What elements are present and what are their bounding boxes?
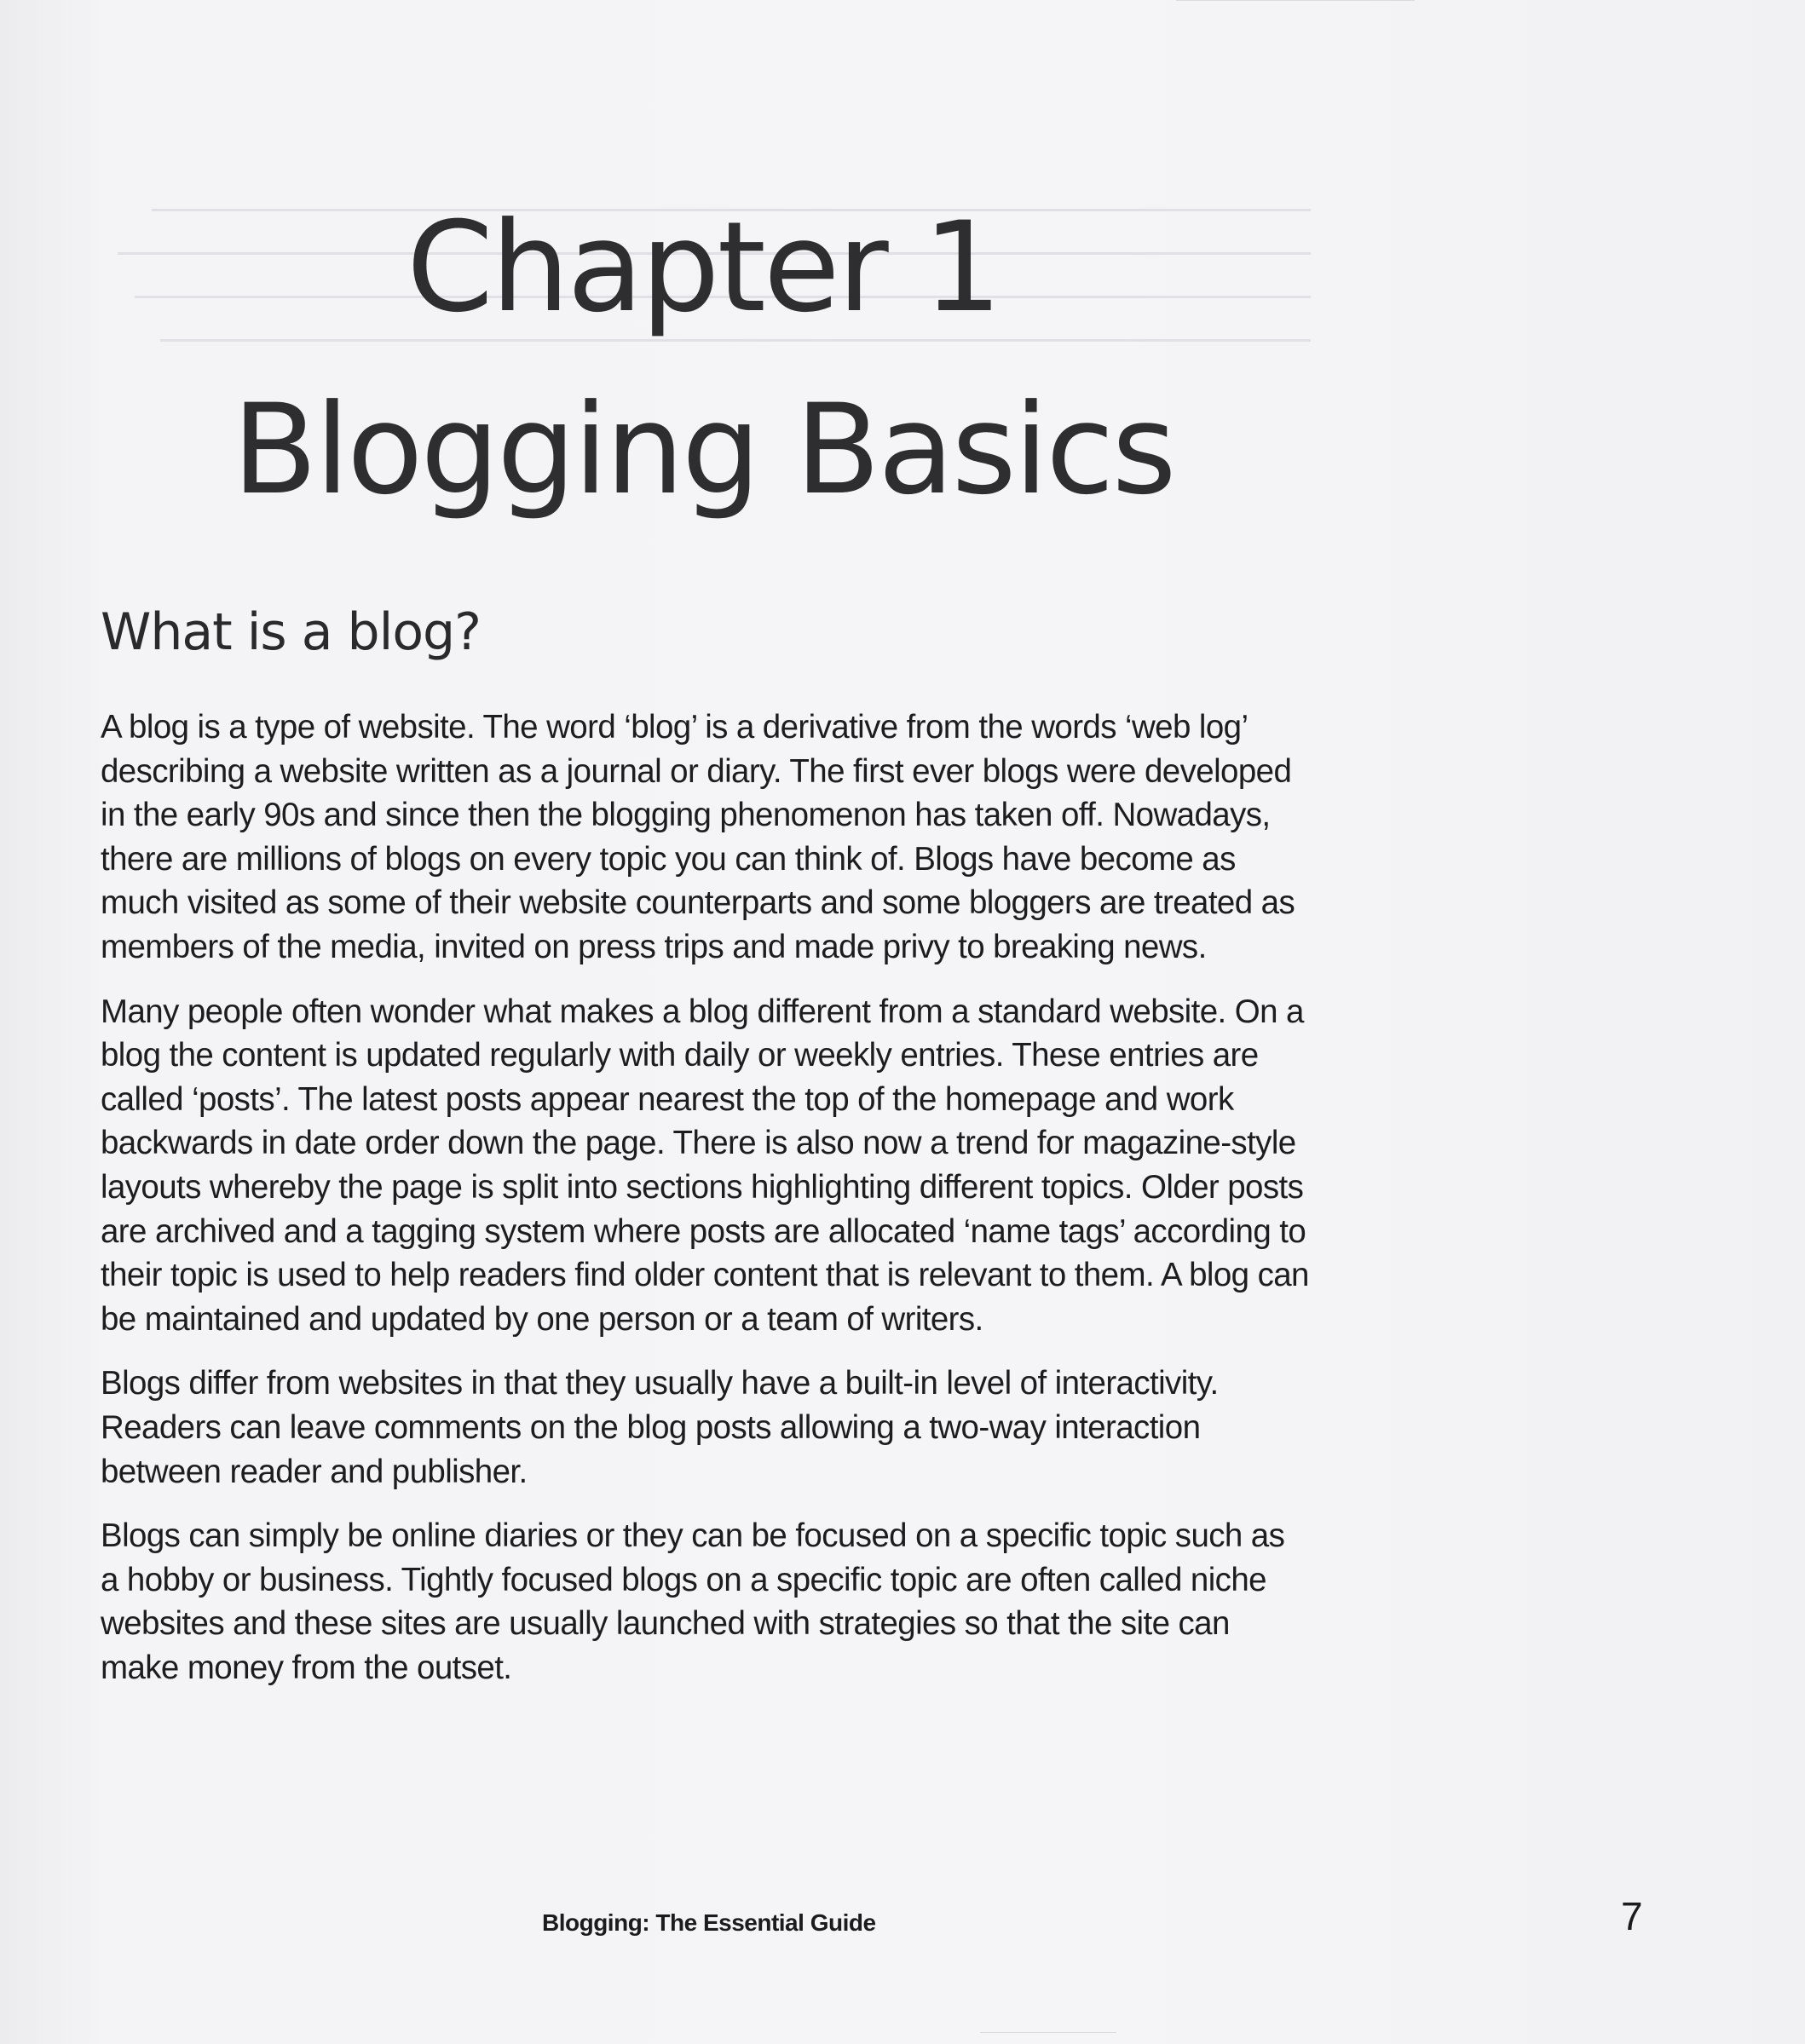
chapter-number: Chapter 1 [406,195,1000,340]
body-paragraph: Blogs can simply be online diaries or they can be focused on a specific topic such as a hobby or business. Tightly focused blogs on a specific topic are often called niche websites and these sites are usually launched with strategies so that the site can make money from the outset. [101,1517,1285,1686]
body-paragraph: Blogs differ from websites in that they usually have a built-in level of interactivity. Readers can leave comments on the blog posts allowing a two-way interaction between reader and publisher. [101,1365,1219,1490]
page-number: 7 [1621,1894,1643,1938]
body-paragraph: Many people often wonder what makes a blog different from a standard website. On a blog the content is updated regularly with daily or weekly entries. These entries are called ‘posts’. The latest posts appear nearest the top of the homepage and work backwards in date order down the page. There is also now a trend for magazine-style layouts whereby the page is split into sections highlighting different topics. Older posts are archived and a tagging system where posts are allocated ‘name tags’ according to their topic is used to help readers find older content that is relevant to them. A blog can be maintained and updated by one person or a team of writers. [101,993,1309,1338]
section-heading: What is a blog? [101,602,481,662]
body-paragraph: A blog is a type of website. The word ‘blog’ is a derivative from the words ‘web log’ describing a website written as a journal or diary. The first ever blogs were developed in the early 90s and since then the blogging phenomenon has taken off. Nowadays, there are millions of blogs on every topic you can think of. Blogs have become as much visited as some of their website counterparts and some bloggers are treated as members of the media, invited on press trips and made privy to breaking news. [101,709,1295,965]
chapter-title: Blogging Basics [232,377,1174,522]
page-edge-line [1176,0,1415,1]
footer-book-title: Blogging: The Essential Guide [542,1909,876,1936]
body-text [101,705,1311,1710]
page-edge-line [980,2032,1116,2033]
